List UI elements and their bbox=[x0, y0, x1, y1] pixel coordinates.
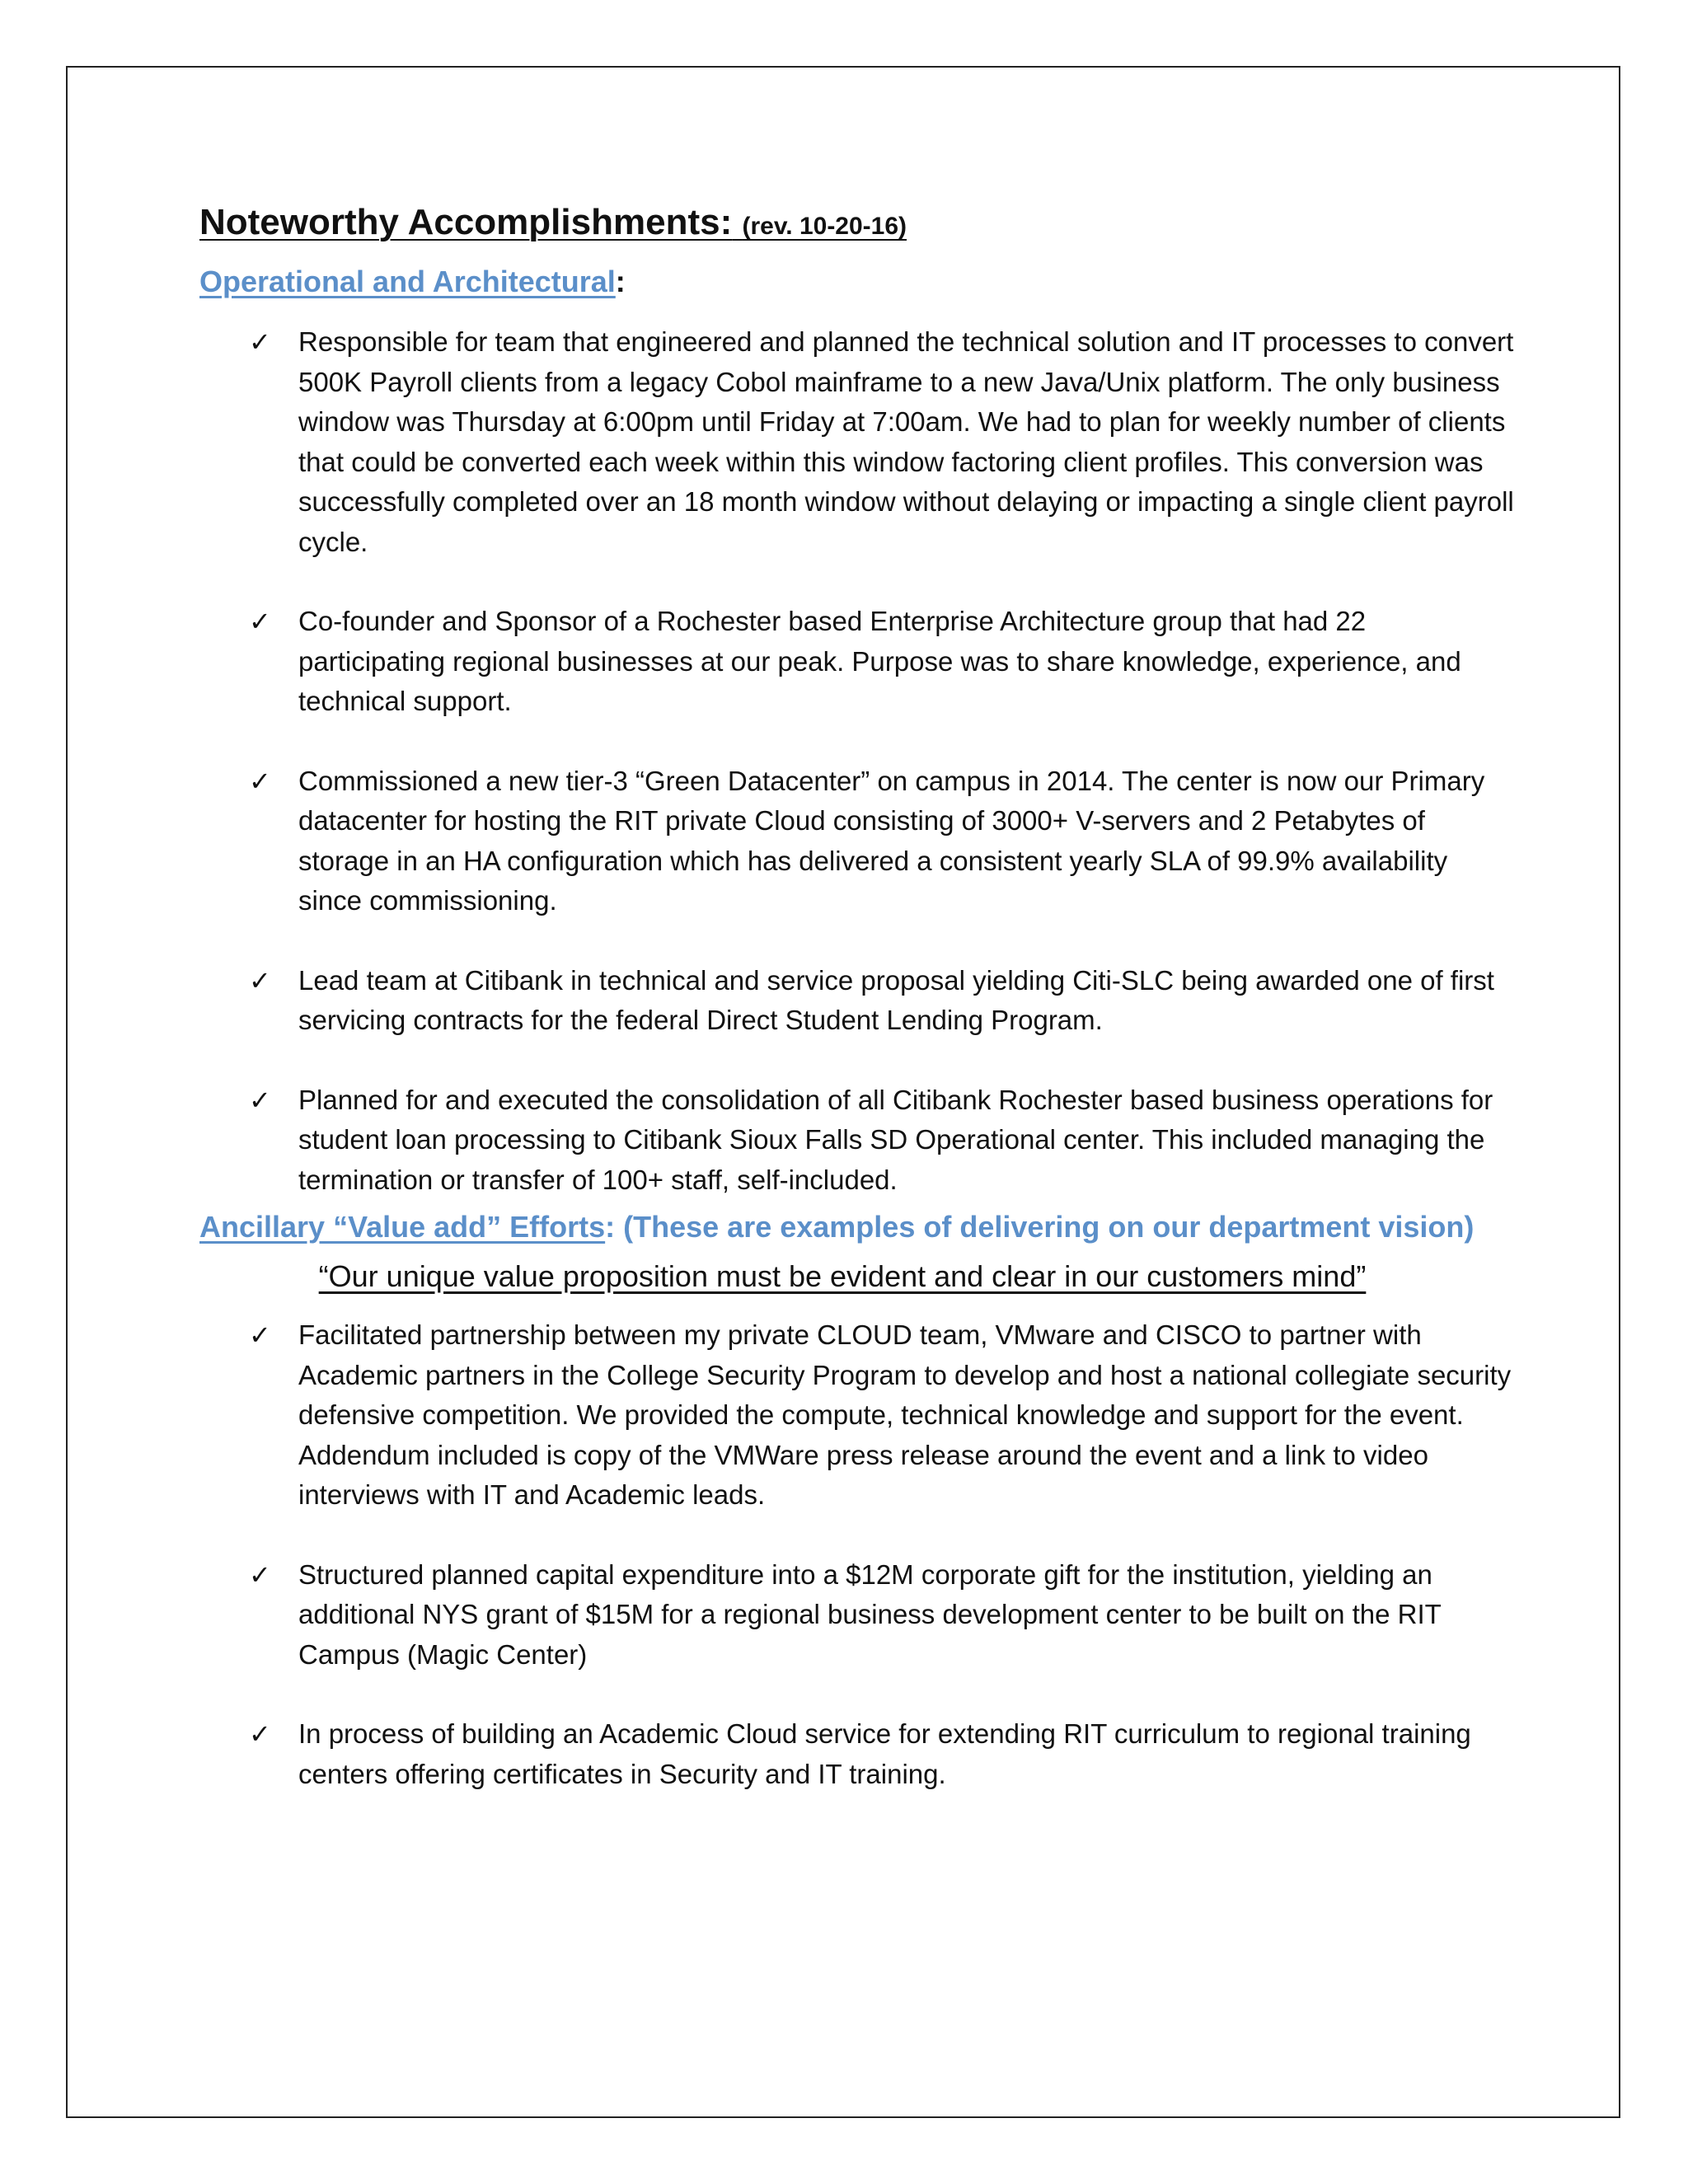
list-item bbox=[199, 762, 1518, 921]
checkmark-icon: ✓ bbox=[249, 1718, 271, 1750]
list-item bbox=[199, 1555, 1518, 1675]
list-item bbox=[199, 1315, 1518, 1516]
list-item bbox=[199, 1714, 1518, 1794]
checkmark-icon: ✓ bbox=[249, 964, 271, 996]
title-text: Noteworthy Accomplishments: bbox=[199, 202, 733, 242]
checkmark-icon: ✓ bbox=[249, 1319, 271, 1351]
item-text: Lead team at Citibank in technical and service proposal yielding Citi-SLC being awarded one of first servicing contracts for the federal Direct Student Lending Program. bbox=[298, 964, 1494, 1035]
list-item bbox=[199, 322, 1518, 562]
ancillary-list bbox=[199, 1315, 1518, 1794]
document-body bbox=[199, 196, 1518, 1794]
item-text: Facilitated partnership between my private CLOUD team, VMware and CISCO to partner with Academic partners in the College Security Program to develop and host a national collegiate security defensive competition. We provided the compute, technical knowledge and support for the event. Addendum included is copy of the VMWare press release around the event and a link to video interviews with IT and Academic leads. bbox=[298, 1319, 1512, 1510]
checkmark-icon: ✓ bbox=[249, 765, 271, 797]
item-text: Planned for and executed the consolidation of all Citibank Rochester based business operations for student loan processing to Citibank Sioux Falls SD Operational center. This included managing the termination or transfer of 100+ staff, self-included. bbox=[298, 1084, 1493, 1195]
section-link-operational[interactable]: Operational and Architectural bbox=[199, 265, 616, 298]
section-colon: : bbox=[615, 265, 626, 298]
item-text: Structured planned capital expenditure into a $12M corporate gift for the institution, yielding an additional NYS grant of $15M for a regional business development center to be built on the RIT Campus (Magic Center) bbox=[298, 1558, 1442, 1670]
item-text: Responsible for team that engineered and planned the technical solution and IT processes to convert 500K Payroll clients from a legacy Cobol mainframe to a new Java/Unix platform. The only business window was Thursday at 6:00pm until Friday at 7:00am. We had to plan for weekly number of clients that could be converted each week within this window factoring client profiles. This conversion was successfully completed over an 18 month window without delaying or impacting a single client payroll cycle. bbox=[298, 326, 1514, 557]
checkmark-icon: ✓ bbox=[249, 1084, 271, 1116]
section-link-ancillary[interactable]: Ancillary “Value add” Efforts bbox=[199, 1210, 606, 1244]
section-note: (These are examples of delivering on our department vision) bbox=[615, 1210, 1475, 1244]
list-item bbox=[199, 1080, 1518, 1201]
page-title bbox=[199, 196, 1518, 253]
revision-note: (rev. 10-20-16) bbox=[742, 213, 907, 240]
item-text: In process of building an Academic Cloud service for extending RIT curriculum to regional training centers offering certificates in Security and IT training. bbox=[298, 1718, 1471, 1789]
section-colon: : bbox=[605, 1210, 616, 1244]
operational-list bbox=[199, 322, 1518, 1200]
vision-quote: “Our unique value proposition must be evident and clear in our customers mind” bbox=[318, 1259, 1367, 1293]
item-text: Commissioned a new tier-3 “Green Datacenter” on campus in 2014. The center is now our Primary datacenter for hosting the RIT private Cloud consisting of 3000+ V-servers and 2 Petabytes of storage in an HA configuration which has delivered a consistent yearly SLA of 99.9% availability since commissioning. bbox=[298, 765, 1485, 916]
list-item bbox=[199, 602, 1518, 722]
checkmark-icon: ✓ bbox=[249, 326, 271, 358]
list-item bbox=[199, 961, 1518, 1041]
section-heading-ancillary bbox=[199, 1207, 1518, 1248]
checkmark-icon: ✓ bbox=[249, 606, 271, 637]
section-heading-operational bbox=[199, 261, 1518, 302]
checkmark-icon: ✓ bbox=[249, 1558, 271, 1591]
item-text: Co-founder and Sponsor of a Rochester based Enterprise Architecture group that had 22 participating regional businesses at our peak. Purpose was to share knowledge, experience, and technical support. bbox=[298, 606, 1461, 716]
